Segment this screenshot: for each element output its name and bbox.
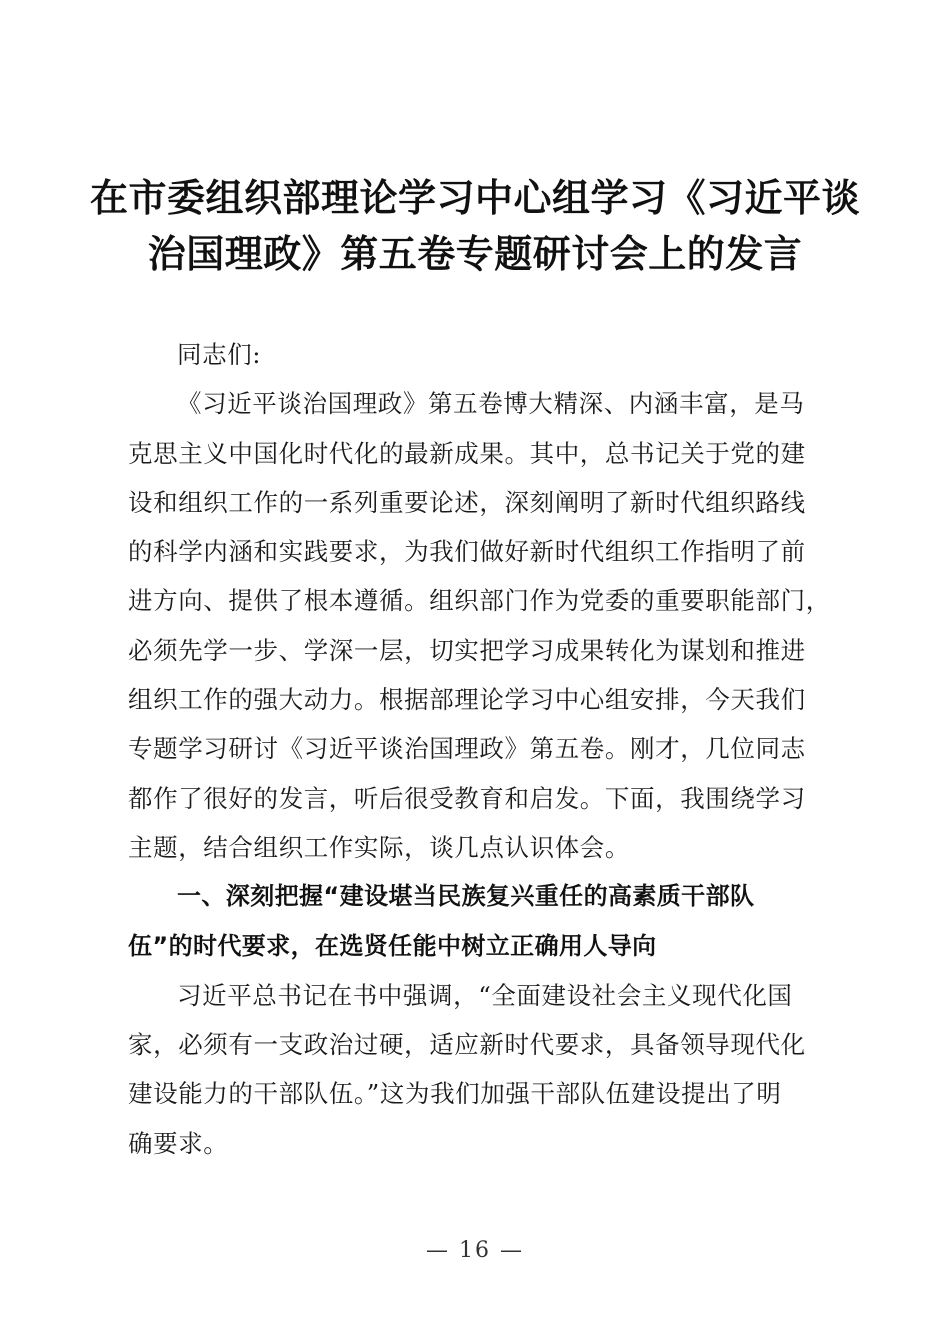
heading-line: 伍”的时代要求，在选贤任能中树立正确用人导向 <box>128 931 657 960</box>
title-line: 在市委组织部理论学习中心组学习《习近平谈 <box>90 176 861 220</box>
paragraph-line: 建设能力的干部队伍。”这为我们加强干部队伍建设提出了明 <box>128 1079 782 1109</box>
page-number: — 16 — <box>426 1238 524 1263</box>
paragraph-line: 主题，结合组织工作实际，谈几点认识体会。 <box>128 832 630 862</box>
paragraph-line: 家，必须有一支政治过硬，适应新时代要求，具备领导现代化 <box>128 1030 806 1060</box>
salutation-text: 同志们: <box>177 340 262 369</box>
paragraph-line: 必须先学一步、学深一层，切实把学习成果转化为谋划和推进 <box>128 635 806 665</box>
document-title <box>90 170 860 282</box>
paragraph-line: 克思主义中国化时代化的最新成果。其中，总书记关于党的建 <box>128 438 806 468</box>
section-1-paragraph <box>128 971 836 1168</box>
paragraph-line: 专题学习研讨《习近平谈治国理政》第五卷。刚才，几位同志 <box>128 734 806 764</box>
paragraph-line: 设和组织工作的一系列重要论述，深刻阐明了新时代组织路线 <box>128 487 806 517</box>
salutation <box>128 330 836 379</box>
paragraph-line: 进方向、提供了根本遵循。组织部门作为党委的重要职能部门， <box>128 586 831 616</box>
section-heading-1 <box>128 872 836 971</box>
paragraph-line: 都作了很好的发言，听后很受教育和启发。下面，我围绕学习 <box>128 783 806 813</box>
paragraph-line: 习近平总书记在书中强调，“全面建设社会主义现代化国 <box>177 980 793 1010</box>
title-line: 治国理政》第五卷专题研讨会上的发言 <box>147 232 803 276</box>
document-body <box>128 330 836 1168</box>
intro-paragraph <box>128 379 836 872</box>
paragraph-line: 《习近平谈治国理政》第五卷博大精深、内涵丰富，是马 <box>177 389 805 419</box>
paragraph-line: 组织工作的强大动力。根据部理论学习中心组安排，今天我们 <box>128 685 806 715</box>
paragraph-line: 确要求。 <box>128 1128 229 1158</box>
paragraph-line: 的科学内涵和实践要求，为我们做好新时代组织工作指明了前 <box>128 537 806 567</box>
heading-line: 一、深刻把握“建设堪当民族复兴重任的高素质干部队 <box>177 882 755 911</box>
